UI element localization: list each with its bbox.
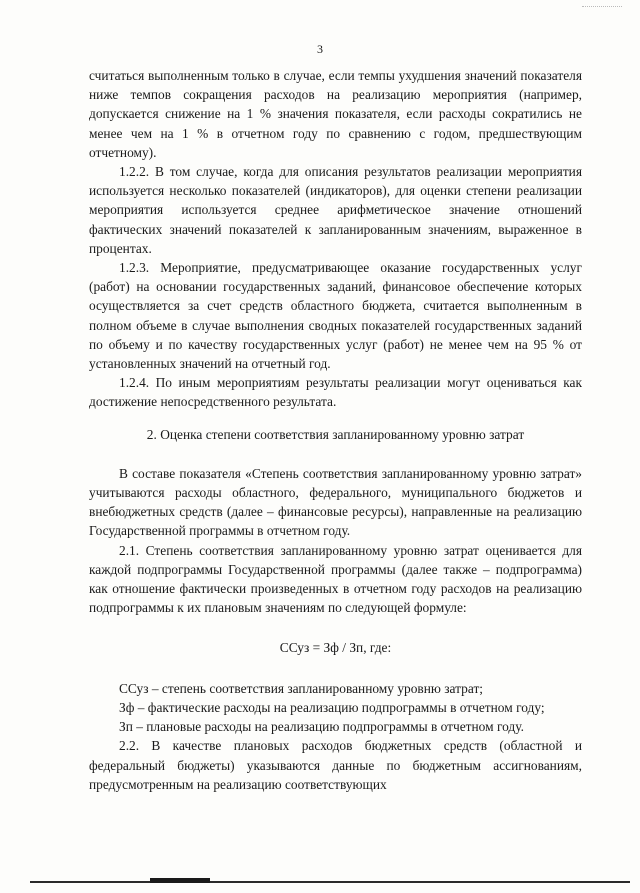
formula: ССуз = Зф / Зп, где: <box>279 640 392 656</box>
definition-ssuz: ССуз – степень соответствия запланированному уровню затрат; <box>119 680 484 696</box>
definition-zf: Зф – фактические расходы на реализацию подпрограммы в отчетном году; <box>119 699 545 715</box>
paragraph-1-2-2: 1.2.2. В том случае, когда для описания результатов реализации мероприятия используется несколько показателей (индикаторов), для оценки степени реализации мероприятия используется среднее арифметическое значение отношений фактических значений показателей к запланированным значениям, выраженное в процентах. <box>89 164 582 256</box>
paragraph-2-1: 2.1. Степень соответствия запланированному уровню затрат оценивается для каждой подпрограммы Государственной программы (далее также – подпрограмма) как отношение фактически произведенных в отчетном году расходов на реализацию подпрограммы к их плановым значениям по следующей формуле: <box>89 542 582 616</box>
scan-bottom-mark <box>150 878 210 883</box>
paragraph-continued: считаться выполненным только в случае, если темпы ухудшения значений показателя ниже темпов сокращения расходов на реализацию мероприятия (например, допускается снижение на 1 % значения показателя, если расходы сократились не менее чем на 1 % в отчетном году по сравнению с годом, предшествующим отчетному). <box>89 68 582 160</box>
paragraph-1-2-3: 1.2.3. Мероприятие, предусматривающее оказание государственных услуг (работ) на основании государственных заданий, финансовое обеспечение которых осуществляется за счет средств областного бюджета, считается выполненным в полном объеме в случае выполнения сводных показателей государственных заданий по объему и по качеству государственных услуг (работ) не менее чем на 95 % от установленных значений на отчетный год. <box>89 260 582 372</box>
scan-bottom-edge <box>30 881 630 883</box>
paragraph-2-2: 2.2. В качестве плановых расходов бюджетных средств (областной и федеральный бюджеты) указываются данные по бюджетным ассигнованиям, предусмотренным на реализацию соответствующих <box>89 738 582 792</box>
page-number: 3 <box>317 42 323 56</box>
paragraph-1-2-4: 1.2.4. По иным мероприятиям результаты реализации могут оцениваться как достижение непосредственного результата. <box>89 375 582 410</box>
definition-zp: Зп – плановые расходы на реализацию подпрограммы в отчетном году. <box>119 719 524 735</box>
section-heading: 2. Оценка степени соответствия запланированному уровню затрат <box>146 426 525 442</box>
scan-artifact <box>582 0 622 7</box>
document-body <box>89 66 582 794</box>
paragraph-section-intro: В составе показателя «Степень соответствия запланированному уровню затрат» учитываются расходы областного, федерального, муниципального бюджетов и внебюджетных средств (далее – финансовые ресурсы), направленные на реализацию Государственной программы в отчетном году. <box>89 465 582 539</box>
